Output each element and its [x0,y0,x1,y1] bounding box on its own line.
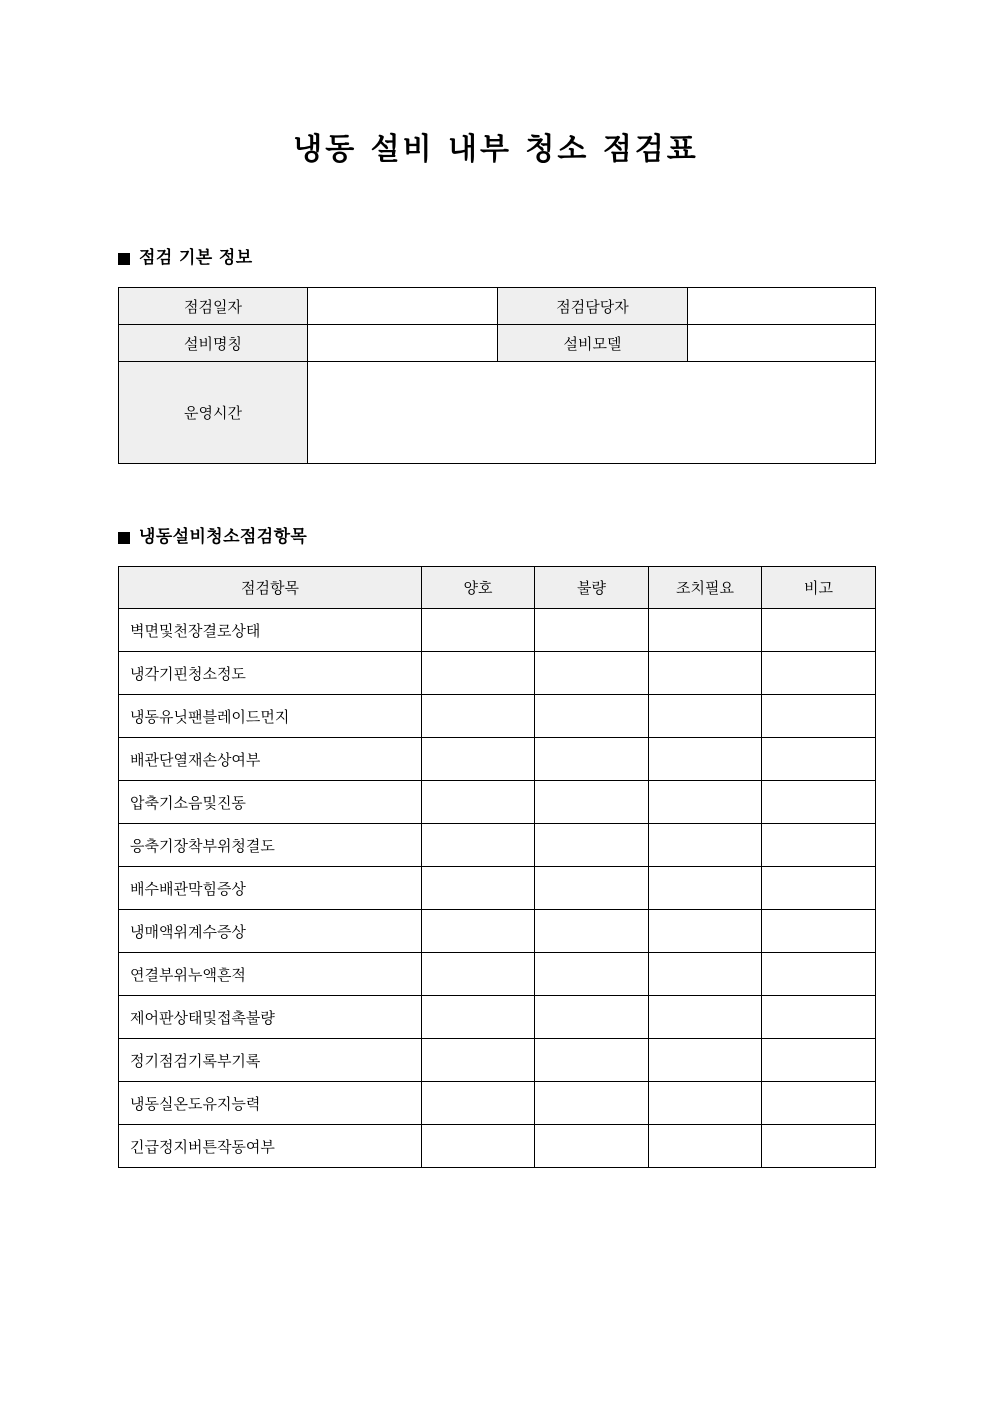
section-heading-inspection-items [118,529,307,546]
remarks-cell[interactable] [762,1039,876,1082]
table-header-row [119,567,876,609]
mark-action-required-cell[interactable] [649,910,762,953]
column-header-good: 양호 [422,567,535,609]
mark-defective-cell[interactable] [535,824,649,867]
remarks-cell[interactable] [762,609,876,652]
remarks-cell[interactable] [762,695,876,738]
mark-defective-cell[interactable] [535,781,649,824]
mark-action-required-cell[interactable] [649,781,762,824]
remarks-cell[interactable] [762,1082,876,1125]
inspection-item-label: 벽면및천장결로상태 [119,609,422,652]
mark-defective-cell[interactable] [535,910,649,953]
column-header-defective: 불량 [535,567,649,609]
mark-good-cell[interactable] [422,953,535,996]
mark-defective-cell[interactable] [535,652,649,695]
basic-info-table [118,287,876,464]
inspection-item-label: 연결부위누액흔적 [119,953,422,996]
section-heading-inspection-items-label: 냉동설비청소점검항목 [139,527,308,547]
table-row [119,325,876,362]
mark-defective-cell[interactable] [535,953,649,996]
table-row [119,824,876,867]
table-row [119,1082,876,1125]
section-heading-basic-info-label: 점검 기본 정보 [139,248,253,268]
mark-defective-cell[interactable] [535,996,649,1039]
remarks-cell[interactable] [762,781,876,824]
table-row [119,867,876,910]
remarks-cell[interactable] [762,953,876,996]
label-operating-hours: 운영시간 [119,362,308,464]
label-equipment-model: 설비모델 [498,325,688,362]
mark-defective-cell[interactable] [535,1125,649,1168]
mark-good-cell[interactable] [422,996,535,1039]
remarks-cell[interactable] [762,867,876,910]
mark-action-required-cell[interactable] [649,824,762,867]
remarks-cell[interactable] [762,996,876,1039]
field-operating-hours[interactable] [308,362,876,464]
inspection-item-label: 제어판상태및접촉불량 [119,996,422,1039]
table-row [119,996,876,1039]
mark-defective-cell[interactable] [535,1082,649,1125]
label-equipment-name: 설비명칭 [119,325,308,362]
section-heading-basic-info [118,250,253,267]
field-equipment-model[interactable] [688,325,876,362]
mark-good-cell[interactable] [422,609,535,652]
table-row [119,781,876,824]
mark-defective-cell[interactable] [535,695,649,738]
remarks-cell[interactable] [762,910,876,953]
mark-good-cell[interactable] [422,695,535,738]
column-header-remarks: 비고 [762,567,876,609]
inspection-item-label: 응축기장착부위청결도 [119,824,422,867]
remarks-cell[interactable] [762,1125,876,1168]
mark-good-cell[interactable] [422,1082,535,1125]
table-row [119,288,876,325]
field-inspection-date[interactable] [308,288,498,325]
mark-good-cell[interactable] [422,910,535,953]
inspection-item-label: 냉매액위계수증상 [119,910,422,953]
table-row [119,738,876,781]
mark-action-required-cell[interactable] [649,996,762,1039]
inspection-item-label: 정기점검기록부기록 [119,1039,422,1082]
remarks-cell[interactable] [762,824,876,867]
mark-good-cell[interactable] [422,867,535,910]
label-inspector: 점검담당자 [498,288,688,325]
field-inspector[interactable] [688,288,876,325]
field-equipment-name[interactable] [308,325,498,362]
column-header-action-required: 조치필요 [649,567,762,609]
mark-defective-cell[interactable] [535,1039,649,1082]
table-row [119,1125,876,1168]
mark-good-cell[interactable] [422,1125,535,1168]
mark-good-cell[interactable] [422,652,535,695]
mark-action-required-cell[interactable] [649,609,762,652]
mark-defective-cell[interactable] [535,609,649,652]
inspection-item-label: 냉동유닛팬블레이드먼지 [119,695,422,738]
mark-defective-cell[interactable] [535,867,649,910]
mark-action-required-cell[interactable] [649,1039,762,1082]
inspection-item-label: 배관단열재손상여부 [119,738,422,781]
mark-action-required-cell[interactable] [649,652,762,695]
page-title: 냉동 설비 내부 청소 점검표 [293,132,699,167]
label-inspection-date: 점검일자 [119,288,308,325]
mark-action-required-cell[interactable] [649,695,762,738]
table-row [119,695,876,738]
table-row [119,362,876,464]
table-row [119,1039,876,1082]
filled-square-icon [118,532,130,544]
filled-square-icon [118,253,130,265]
table-row [119,652,876,695]
remarks-cell[interactable] [762,738,876,781]
inspection-item-label: 배수배관막힘증상 [119,867,422,910]
table-row [119,953,876,996]
mark-good-cell[interactable] [422,1039,535,1082]
inspection-item-label: 냉동실온도유지능력 [119,1082,422,1125]
mark-action-required-cell[interactable] [649,867,762,910]
mark-action-required-cell[interactable] [649,1082,762,1125]
mark-good-cell[interactable] [422,781,535,824]
mark-action-required-cell[interactable] [649,1125,762,1168]
mark-action-required-cell[interactable] [649,953,762,996]
mark-good-cell[interactable] [422,824,535,867]
inspection-item-label: 냉각기핀청소정도 [119,652,422,695]
mark-defective-cell[interactable] [535,738,649,781]
remarks-cell[interactable] [762,652,876,695]
inspection-item-label: 압축기소음및진동 [119,781,422,824]
inspection-items-table [118,566,876,1168]
mark-action-required-cell[interactable] [649,738,762,781]
column-header-item: 점검항목 [119,567,422,609]
table-row [119,609,876,652]
mark-good-cell[interactable] [422,738,535,781]
inspection-item-label: 긴급정지버튼작동여부 [119,1125,422,1168]
table-row [119,910,876,953]
